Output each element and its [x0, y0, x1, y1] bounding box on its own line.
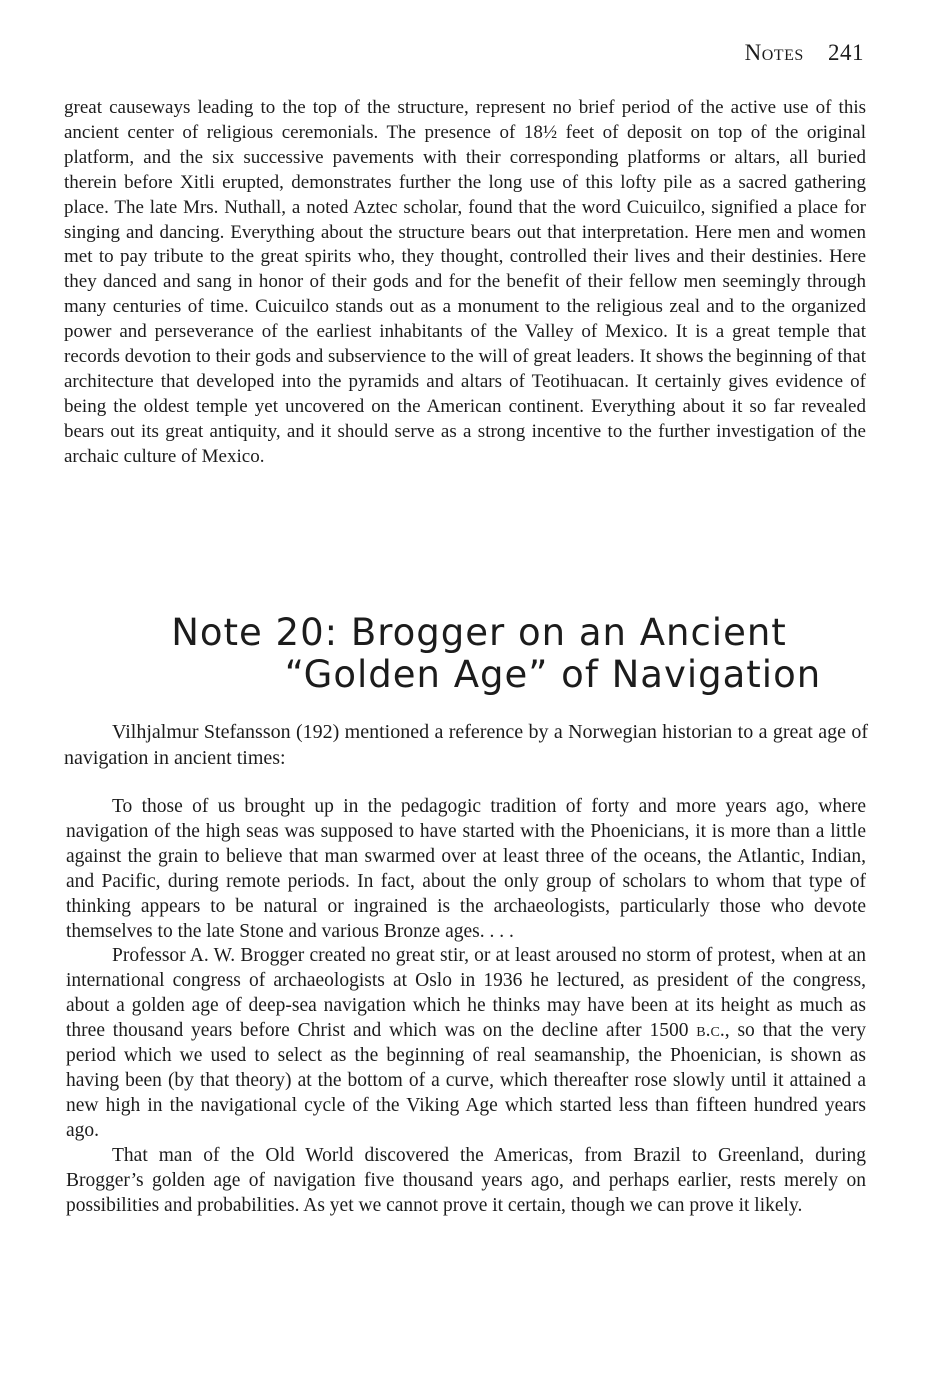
note-title: [60, 612, 858, 696]
era-abbreviation: b.c.: [696, 1020, 725, 1042]
note-intro-block: [64, 719, 868, 771]
note-title-line-1: Note 20: Brogger on an Ancient: [171, 611, 787, 654]
quote-paragraph-2-end: , so that the very period which we used to select as the beginning of real seamanship, the Phoenician, is shown as having been (by that theory) at the bottom of a curve, which thereafter rose slowly until it attained a new high in the navigational cycle of the Viking Age which started less than fifteen hundred years ago.: [66, 1020, 866, 1141]
note-intro-paragraph: Vilhjalmur Stefansson (192) mentioned a reference by a Norwegian historian to a great age of navigation in ancient times:: [64, 721, 868, 769]
quote-paragraph-2-start: Professor A. W. Brogger created no great stir, or at least aroused no storm of protest, when at an international congress of archaeologists at Oslo in 1936 he lectured, as president of the congress, about a golden age of deep-sea navigation which he thinks may have been at its height as much as three thousand years before Christ and which was on the decline after 1500: [66, 945, 866, 1042]
quote-paragraph-2: [66, 944, 866, 1143]
running-head: [745, 40, 864, 66]
quote-paragraph-1: To those of us brought up in the pedagogic tradition of forty and more years ago, where navigation of the high seas was supposed to have started with the Phoenicians, it is more than a little against the grain to believe that man swarmed over at least three of the oceans, the Atlantic, Indian, and Pacific, during remote periods. In fact, about the only group of scholars to whom that type of thinking appears to be natural or ingrained is the archaeologists, particularly those who devote themselves to the late Stone and various Bronze ages. . . .: [66, 796, 866, 942]
page-number: 241: [828, 40, 864, 65]
continued-text-block: [64, 96, 866, 470]
continued-paragraph: great causeways leading to the top of the structure, represent no brief period of the active use of this ancient center of religious ceremonials. The presence of 18½ feet of deposit on top of the original platform, and the six successive pavements with their corresponding platforms or altars, all buried therein before Xitli erupted, demonstrates further the long use of this lofty pile as a sacred gathering place. The late Mrs. Nuthall, a noted Aztec scholar, found that the word Cuicuilco, signified a place for singing and dancing. Everything about the structure bears out that interpretation. Here men and women met to pay tribute to the great spirits who, they thought, controlled their lives and their destinies. Here they danced and sang in honor of their gods and for the benefit of their fellow men seemingly through many centuries of time. Cuicuilco stands out as a monument to the religious zeal and to the organized power and perseverance of the earliest inhabitants of the Valley of Mexico. It is a great temple that records devotion to their gods and subservience to the will of great leaders. It shows the beginning of that architecture that developed into the pyramids and altars of Teotihuacan. It certainly gives evidence of being the oldest temple yet uncovered on the American continent. Everything about it so far revealed bears out its great antiquity, and it should serve as a strong incentive to the further investigation of the archaic culture of Mexico.: [64, 97, 866, 467]
block-quote: [66, 795, 866, 1218]
running-head-section: Notes: [744, 40, 804, 65]
quote-paragraph-3: That man of the Old World discovered the Americas, from Brazil to Greenland, during Brogger’s golden age of navigation five thousand years ago, and perhaps earlier, rests merely on possibilities and probabilities. As yet we cannot prove it certain, though we can prove it likely.: [66, 1144, 866, 1216]
note-title-line-2: “Golden Age” of Navigation: [284, 653, 822, 696]
